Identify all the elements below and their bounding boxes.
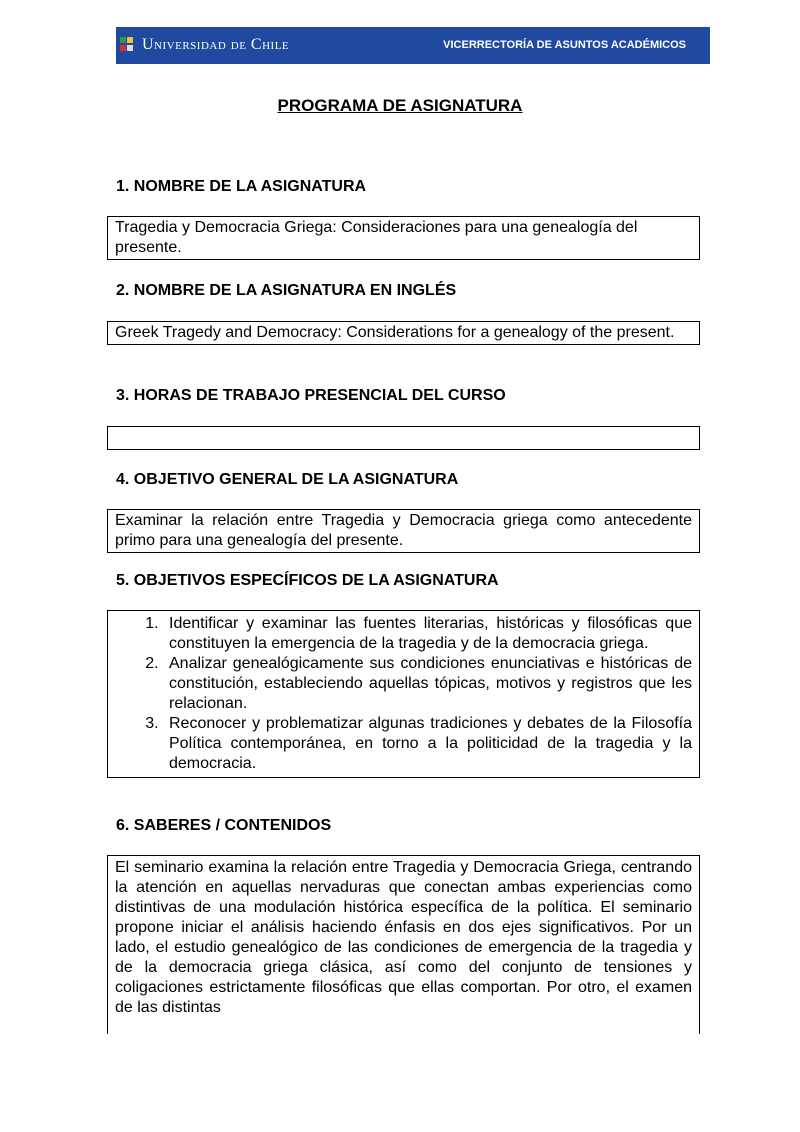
course-name-box: Tragedia y Democracia Griega: Consideraciones para una genealogía del presente.	[107, 216, 700, 260]
specific-objectives-box	[107, 610, 700, 778]
list-item: 1. Identificar y examinar las fuentes literarias, históricas y filosóficas que constituyen la emergencia de la tragedia y de la democracia griega.	[163, 614, 692, 654]
section-heading: 5. OBJETIVOS ESPECÍFICOS DE LA ASIGNATURA	[116, 572, 499, 589]
university-logo-icon	[120, 31, 134, 61]
university-name: Universidad de Chile	[142, 36, 290, 53]
course-name-english-box: Greek Tragedy and Democracy: Considerations for a genealogy of the present.	[107, 321, 700, 345]
section-heading: 2. NOMBRE DE LA ASIGNATURA EN INGLÉS	[116, 282, 457, 299]
hours-box	[107, 426, 700, 450]
section-heading: 3. HORAS DE TRABAJO PRESENCIAL DEL CURSO	[116, 387, 506, 404]
office-name: VICERRECTORÍA DE ASUNTOS ACADÉMICOS	[443, 39, 686, 51]
list-item: 3. Reconocer y problematizar algunas tradiciones y debates de la Filosofía Política contemporánea, en torno a la politicidad de la tragedia y la democracia.	[163, 714, 692, 774]
section-heading: 1. NOMBRE DE LA ASIGNATURA	[116, 178, 367, 195]
section-heading: 4. OBJETIVO GENERAL DE LA ASIGNATURA	[116, 471, 459, 488]
general-objective-box: Examinar la relación entre Tragedia y Democracia griega como antecedente primo para una genealogía del presente.	[107, 509, 700, 553]
section-heading: 6. SABERES / CONTENIDOS	[116, 817, 332, 834]
list-item: 2. Analizar genealógicamente sus condiciones enunciativas e históricas de constitución, estableciendo aquellas tópicas, motivos y registros que les relacionan.	[163, 654, 692, 714]
page-title: PROGRAMA DE ASIGNATURA	[277, 96, 523, 115]
header-banner	[116, 27, 710, 64]
contents-box: El seminario examina la relación entre Tragedia y Democracia Griega, centrando la atención en aquellas nervaduras que conectan ambas experiencias como distintivas de una modulación histórica específica de la política. El seminario propone iniciar el análisis haciendo énfasis en dos ejes significativos. Por un lado, el estudio genealógico de las condiciones de emergencia de la tragedia y de la democracia griega clásica, así como del conjunto de tensiones y coligaciones estrictamente filosóficas que ellas comportan. Por otro, el examen de las distintas	[107, 855, 700, 1034]
